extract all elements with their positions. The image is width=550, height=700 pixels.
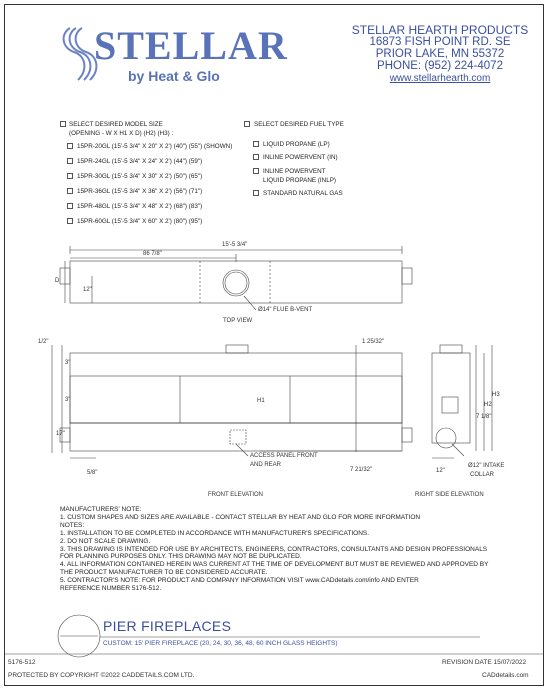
model-option-checkbox[interactable]	[67, 158, 73, 164]
side-elevation-drawing	[432, 345, 492, 458]
logo-tagline: by Heat & Glo	[128, 68, 220, 84]
front-elevation-label: FRONT ELEVATION	[208, 492, 264, 498]
dim-5-8: 5/8"	[87, 470, 98, 476]
note-1: 1. INSTALLATION TO BE COMPLETED IN ACCORDANCE WITH MANUFACTURER'S SPECIFICATIONS.	[60, 529, 370, 537]
caddetails-link[interactable]: CADdetails.com	[482, 672, 529, 679]
company-address-line-2: PRIOR LAKE, MN 55372	[375, 48, 505, 60]
model-option-label: 15PR-48GL (15'-5 3/4" X 48" X 2') (68") (83")	[77, 203, 203, 210]
fuel-option-label: INLINE POWERVENT (IN)	[263, 154, 338, 161]
dim-12-side: 12"	[436, 468, 445, 474]
model-option-checkbox[interactable]	[67, 188, 73, 194]
intake-collar-label-cont: COLLAR	[470, 472, 495, 478]
dim-17: 17"	[56, 431, 65, 437]
notes-block	[60, 506, 488, 593]
dim-7-21-32: 7 21/32"	[350, 467, 373, 473]
company-address-line-1: 16873 FISH POINT RD. SE	[369, 36, 511, 48]
fuel-option-label-cont: LIQUID PROPANE (INLP)	[263, 177, 337, 184]
side-elevation-label: RIGHT SIDE ELEVATION	[415, 492, 484, 498]
revision-date: REVISION DATE 15/07/2022	[442, 659, 527, 666]
reference-number: 5176-512	[8, 659, 36, 666]
dim-1-25-32: 1 25/32"	[362, 339, 385, 345]
drawing-title: PIER FIREPLACES	[103, 618, 232, 634]
dim-7-1-8: 7 1/8"	[476, 414, 492, 420]
manufacturers-note-1: 1. CUSTOM SHAPES AND SIZES ARE AVAILABLE - CONTACT STELLAR BY HEAT AND GLO FOR MORE INFORMATION	[60, 513, 421, 521]
top-view-label: TOP VIEW	[223, 318, 253, 324]
model-option-label: 15PR-36GL (15'-5 3/4" X 36" X 2') (56") (71")	[77, 188, 203, 195]
front-elevation-drawing	[52, 345, 412, 458]
fuel-option-checkbox[interactable]	[253, 141, 259, 147]
fuel-option-label: LIQUID PROPANE (LP)	[263, 141, 330, 148]
fuel-type-title: SELECT DESIRED FUEL TYPE	[254, 121, 344, 128]
note-3: 3. THIS DRAWING IS INTENDED FOR USE BY ARCHITECTS, ENGINEERS, CONTRACTORS, CONSULTANTS AND DESIGN PROFESSIONALS	[60, 545, 488, 553]
note-4-cont: THE PRODUCT MANUFACTURER TO BE CONSIDERED ACCURATE.	[60, 569, 268, 577]
dim-3-top: 3"	[65, 360, 71, 366]
company-name: STELLAR HEARTH PRODUCTS	[351, 23, 529, 37]
model-option-label: 15PR-30GL (15'-5 3/4" X 30" X 2') (50") (65")	[77, 173, 203, 180]
dim-h3: H3	[492, 392, 500, 398]
top-view-drawing	[60, 246, 412, 310]
logo-wordmark: STELLAR	[94, 23, 288, 68]
note-5-cont: REFERENCE NUMBER 5176-512.	[60, 585, 162, 593]
company-info	[345, 24, 535, 85]
dim-h2: H2	[484, 402, 492, 408]
access-panel-label-cont: AND REAR	[250, 462, 282, 468]
model-option-checkbox[interactable]	[67, 173, 73, 179]
copyright-text: PROTECTED BY COPYRIGHT ©2022 CADDETAILS.COM LTD.	[8, 672, 195, 679]
title-block	[4, 615, 544, 657]
intake-collar-label: Ø12" INTAKE	[468, 463, 505, 469]
fuel-type-checkbox-header[interactable]	[244, 121, 250, 127]
dim-overall-width: 15'-5 3/4"	[222, 242, 248, 248]
flue-label: Ø14" FLUE B-VENT	[258, 307, 313, 313]
model-size-title: SELECT DESIRED MODEL SIZE	[69, 121, 163, 128]
stellar-logo-icon	[64, 28, 97, 80]
model-option-label: 15PR-60GL (15'-5 3/4" X 60" X 2') (80") (95")	[77, 218, 203, 225]
company-website-link[interactable]: www.stellarhearth.com	[389, 73, 491, 84]
dim-h1: H1	[257, 398, 265, 404]
model-option-checkbox[interactable]	[67, 143, 73, 149]
fuel-option-checkbox[interactable]	[253, 168, 259, 174]
note-5: 5. CONTRACTOR'S NOTE: FOR PRODUCT AND COMPANY INFORMATION VISIT www.CADdetails.com/info AND ENTER	[60, 577, 419, 585]
dim-depth: D	[55, 278, 60, 284]
model-option-label: 15PR-24GL (15'-5 3/4" X 24" X 2') (44") (59")	[77, 158, 203, 165]
notes-title: NOTES:	[60, 521, 85, 529]
dim-12-top: 12"	[83, 287, 92, 293]
note-3-cont: FOR PLANNING PURPOSES ONLY. THIS DRAWING MAY NOT BE DUPLICATED.	[60, 553, 302, 561]
note-2: 2. DO NOT SCALE DRAWING.	[60, 537, 151, 545]
fuel-option-label: INLINE POWERVENT	[263, 168, 326, 175]
model-option-checkbox[interactable]	[67, 203, 73, 209]
dim-half-inch: 1/2"	[38, 339, 49, 345]
dim-left-offset: 86 7/8"	[143, 251, 162, 257]
model-size-checkbox-header[interactable]	[60, 121, 66, 127]
note-4: 4. ALL INFORMATION CONTAINED HEREIN WAS CURRENT AT THE TIME OF DEVELOPMENT BUT MUST BE REVIEWED AND APPROVED BY	[60, 561, 489, 569]
model-size-subtitle: (OPENING - W X H1 X D) (H2) (H3) :	[69, 130, 174, 137]
drawing-subtitle: CUSTOM: 15' PIER FIREPLACE (20, 24, 30, 36, 48, 60 INCH GLASS HEIGHTS)	[103, 640, 338, 647]
manufacturers-note-title: MANUFACTURERS' NOTE:	[60, 506, 142, 513]
dim-3-mid: 3"	[65, 397, 71, 403]
company-phone: PHONE: (952) 224-4072	[377, 60, 503, 72]
fuel-option-checkbox[interactable]	[253, 154, 259, 160]
model-option-label: 15PR-20GL (15'-5 3/4" X 20" X 2') (40") (55") (SHOWN)	[77, 143, 233, 150]
access-panel-label: ACCESS PANEL FRONT	[250, 453, 318, 459]
model-option-checkbox[interactable]	[67, 218, 73, 224]
fuel-option-checkbox[interactable]	[253, 190, 259, 196]
fuel-option-label: STANDARD NATURAL GAS	[263, 190, 343, 197]
